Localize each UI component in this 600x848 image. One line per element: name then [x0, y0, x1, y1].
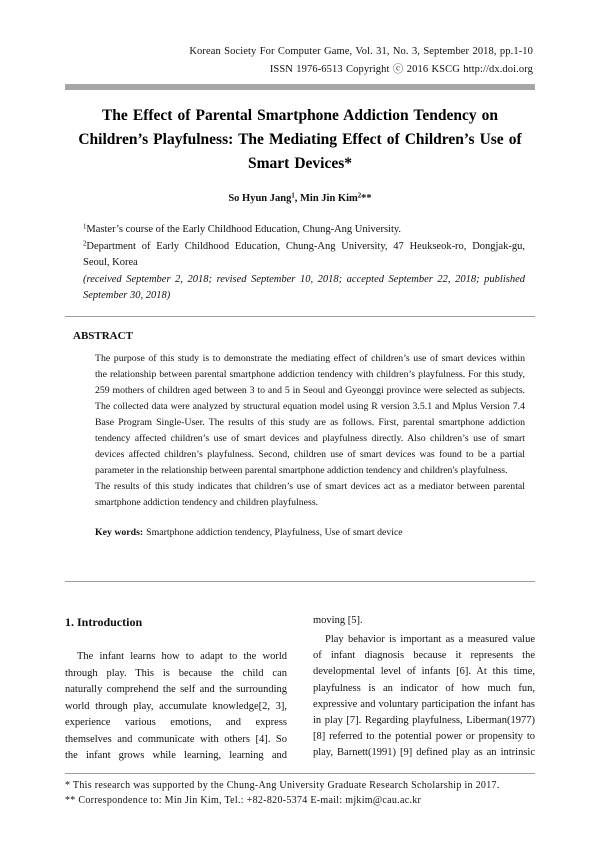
affiliation-number: 1	[83, 223, 87, 231]
body-line: world through play, accumulate knowledge[2, 3],	[65, 700, 287, 712]
abstract-line: The purpose of this study is to demonstrate the mediating effect of children’s use of smart devices within	[95, 353, 525, 364]
abstract-heading: ABSTRACT	[73, 330, 133, 342]
body-line: the infant grows while learning, learning and	[65, 750, 287, 761]
body-line: in play [7]. Regarding playfulness, Liberman(1977)	[313, 714, 535, 726]
affiliation-continuation: Seoul, Korea	[83, 257, 138, 268]
affiliation-text: Master’s course of the Early Childhood Education, Chung-Ang University.	[86, 224, 402, 235]
abstract-line: parameter in the relationship between parental smartphone addiction tendency and children's playfulness.	[95, 465, 508, 476]
abstract-bottom-rule	[65, 581, 535, 582]
body-line: [8] referred to the potential power or propensity to	[313, 731, 535, 743]
abstract-line: smartphone addiction tendency and children playfulness.	[95, 497, 319, 508]
header-divider-bar	[65, 84, 535, 90]
body-line: The infant learns how to adapt to the world	[77, 651, 287, 662]
author-name: So Hyun Jang	[228, 193, 292, 204]
abstract-top-rule	[65, 316, 535, 317]
affiliation-number: 2	[83, 239, 87, 247]
right-column	[313, 613, 535, 762]
body-line: naturally comprehend the self and the surrounding	[65, 684, 287, 695]
footnote-rule	[65, 773, 535, 774]
body-line: expressive and voluntary participation the infant has	[313, 698, 535, 710]
abstract-line: tendency affected children’s use of smart devices and playfulness directly. Also children’s use of smart	[95, 433, 525, 444]
author-list	[0, 192, 600, 206]
funding-footnote: * This research was supported by the Chung-Ang University Graduate Research Scholarship in 2017.	[65, 780, 500, 791]
corresponding-author-mark: **	[361, 193, 372, 204]
body-line: themselves and communicate with others [4]. So	[65, 733, 287, 745]
abstract-line: The collected data were analyzed by structural equation model using R version 3.5.1 and Mplus Version 7.4	[95, 401, 525, 412]
affiliation-line	[83, 222, 525, 239]
left-column	[65, 649, 287, 765]
body-line: playfulness is an indicator of how much fun,	[313, 682, 535, 694]
title-line: The Effect of Parental Smartphone Addiction Tendency on	[101, 107, 499, 124]
paper-title	[0, 104, 600, 176]
body-line: Play behavior is important as a measured value	[325, 633, 535, 645]
correspondence-footnote: ** Correspondence to: Min Jin Kim, Tel.: +82-820-5374 E-mail: mjkim@cau.ac.kr	[65, 795, 422, 806]
author-affiliation-mark: 1	[291, 192, 295, 200]
title-line: Children’s Playfulness: The Mediating Effect of Children’s Use of	[78, 131, 522, 148]
keywords	[95, 526, 403, 540]
abstract-line: The results of this study indicates that children’s use of smart devices act as a mediator between parental	[95, 481, 525, 492]
journal-citation-line: Korean Society For Computer Game, Vol. 31, No. 3, September 2018, pp.1-10	[189, 46, 533, 57]
affiliation-text: Department of Early Childhood Education, Chung-Ang University, 47 Heukseok-ro, Dongjak-gu,	[86, 240, 525, 252]
body-line: experience various emotions, and express	[65, 717, 287, 728]
body-line: through play. This is because the child can	[65, 667, 287, 679]
publication-history-line: (received September 2, 2018; revised September 10, 2018; accepted September 22, 2018; published	[83, 273, 525, 285]
abstract-line: the relationship between parental smartphone addiction tendency with children’s playfulness. For this study,	[95, 369, 525, 380]
author-name: Min Jin Kim	[300, 193, 358, 204]
keywords-text: Smartphone addiction tendency, Playfulness, Use of smart device	[146, 527, 403, 538]
section-heading: 1. Introduction	[65, 615, 143, 629]
body-line: moving [5].	[313, 615, 363, 626]
title-line: Smart Devices*	[247, 155, 353, 172]
author-separator: ,	[294, 193, 300, 204]
footnotes	[65, 778, 500, 808]
body-paragraph	[313, 632, 535, 762]
abstract-line: Base Program Single-User. The results of this study are as follows. First, parental smartphone addiction	[95, 417, 525, 428]
issn-copyright-line: ISSN 1976-6513 Copyright ⓒ 2016 KSCG http://dx.doi.org	[269, 64, 533, 75]
author-affiliation-mark: 2	[357, 192, 362, 200]
journal-header	[189, 43, 533, 79]
abstract-line: devices affected children’s playfulness. Second, children use of smart devices was found to be a partial	[95, 449, 525, 460]
keywords-label: Key words:	[95, 527, 144, 538]
abstract-line: 259 mothers of children aged between 3 to and 5 in Seoul and Gyeonggi province were selected as subjects.	[95, 385, 525, 396]
body-line: play, Barnett(1991) [9] defined play as an intrinsic	[313, 747, 535, 759]
abstract-body	[95, 351, 525, 511]
body-line: developmental level of infants [6]. At this time,	[313, 666, 535, 678]
affiliations-block	[83, 222, 525, 305]
publication-history-line: September 30, 2018)	[83, 290, 171, 301]
affiliation-line	[83, 239, 525, 256]
body-line: of infant diagnosis because it represents the	[313, 650, 535, 662]
